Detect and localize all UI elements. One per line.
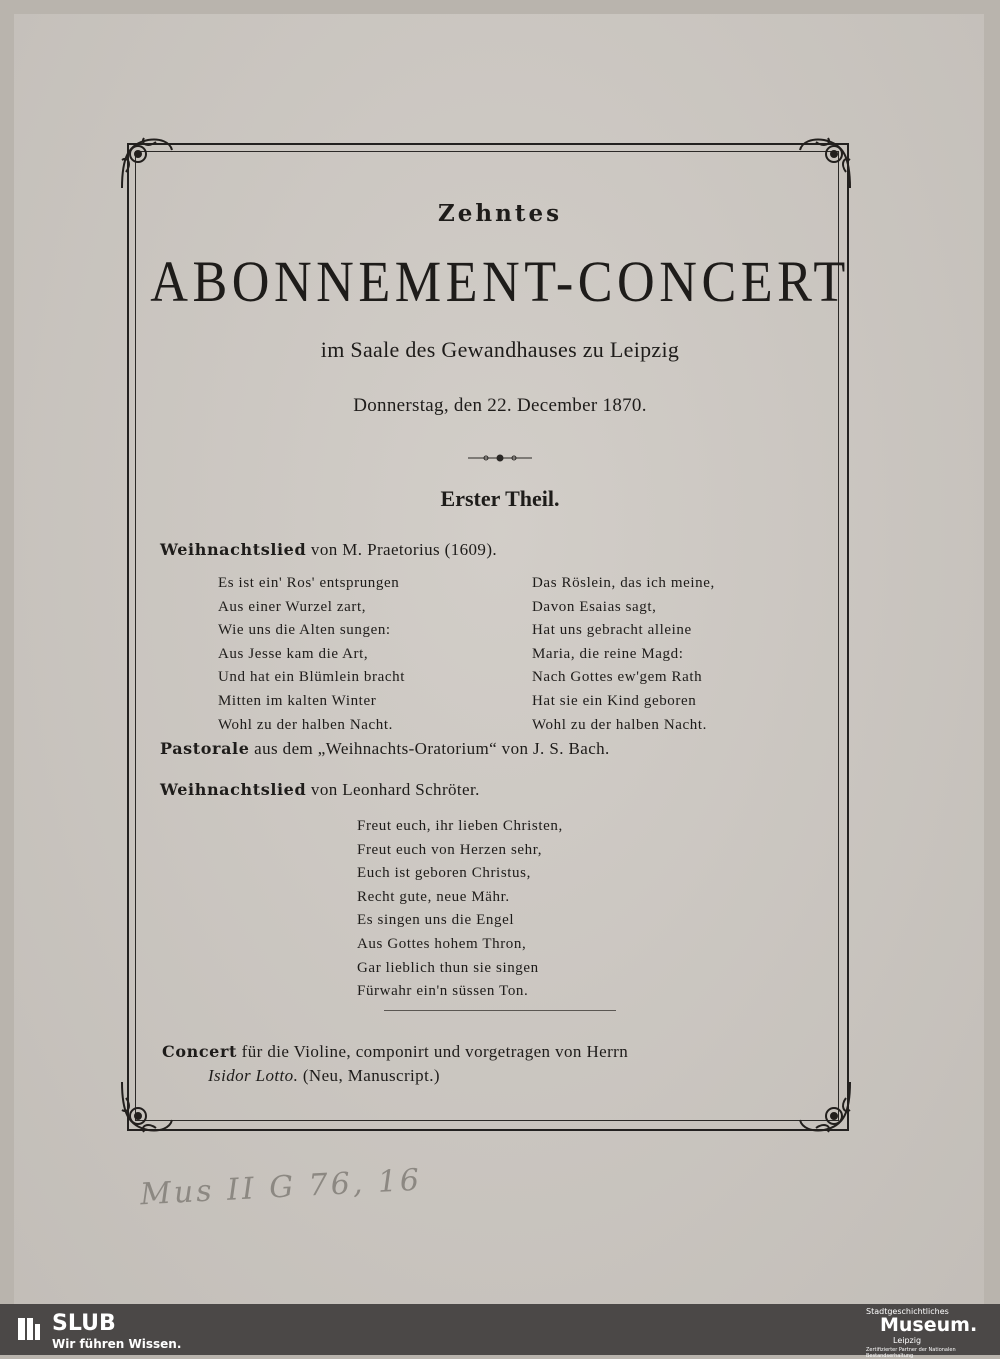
library-name: SLUB [52,1311,116,1336]
item-note: (Neu, Manuscript.) [302,1066,440,1085]
verse-line: Recht gute, neue Mähr. [357,888,510,905]
program-item [160,739,610,759]
library-claim: Wir führen Wissen. [52,1337,182,1351]
section-divider [384,1010,616,1011]
verse-line: Und hat ein Blümlein bracht [218,669,405,686]
item-detail: von M. Praetorius (1609). [310,540,498,559]
verse-line: Das Röslein, das ich meine, [532,575,715,591]
item-detail: aus dem „Weihnachts-Oratorium“ von J. S. Bach. [254,739,610,758]
divider-ornament-icon [466,453,534,463]
verse-line: Es singen uns die Engel [357,912,515,929]
verse-line: Maria, die reine Magd: [532,645,684,662]
verse-line: Hat sie ein Kind geboren [532,692,697,709]
verse-line: Nach Gottes ew'gem Rath [532,669,703,686]
corner-ornament-icon [118,134,176,192]
verse-line: Aus einer Wurzel zart, [218,598,367,615]
program-item [160,780,480,800]
verse-column-right [532,572,715,737]
verse-line: Freut euch von Herzen sehr, [357,841,543,858]
verse-line: Wohl zu der halben Nacht. [532,716,707,733]
verse-line: Es ist ein' Ros' entsprungen [218,575,400,591]
verse-line: Fürwahr ein'n süssen Ton. [357,983,529,1000]
verse-line: Wohl zu der halben Nacht. [218,716,393,733]
verse-line: Mitten im kalten Winter [218,692,377,709]
item-title: Pastorale [160,739,250,758]
verse-line: Aus Jesse kam die Art, [218,645,369,662]
program-item [162,1042,628,1062]
program-item-continuation [208,1066,440,1086]
footer-bar [0,1304,1000,1359]
verse-line: Gar lieblich thun sie singen [357,959,539,976]
verse-line: Euch ist geboren Christus, [357,865,531,882]
soloist-name: Isidor Lotto. [208,1066,299,1085]
corner-ornament-icon [118,1078,176,1136]
program-item [160,540,497,560]
museum-name: Museum. [880,1314,978,1336]
corner-ornament-icon [796,1078,854,1136]
verse-column-left [218,572,405,737]
museum-city: Leipzig [893,1336,922,1345]
venue-line: im Saale des Gewandhauses zu Leipzig [320,337,680,362]
concert-ordinal: Zehntes [437,200,563,227]
museum-certificate: Zertifizierter Partner der Nationalen Bestandserhaltung [866,1347,956,1359]
page-title: ABONNEMENT-CONCERT [150,249,850,314]
verse-line: Aus Gottes hohem Thron, [357,935,527,952]
verse-column [357,815,563,1004]
verse-line: Davon Esaias sagt, [532,598,657,615]
item-detail: von Leonhard Schröter. [310,780,480,799]
item-title: Concert [162,1042,237,1061]
verse-line: Wie uns die Alten sungen: [218,622,391,639]
museum-label: Stadtgeschichtliches [866,1307,949,1316]
corner-ornament-icon [796,134,854,192]
concert-date: Donnerstag, den 22. December 1870. [353,395,647,416]
part-heading: Erster Theil. [440,486,560,511]
shelfmark-annotation: Mus II G 76, 16 [139,1162,423,1213]
slub-logo-icon [16,1316,42,1342]
item-title: Weihnachtslied [160,540,307,559]
item-detail: für die Violine, componirt und vorgetragen von Herrn [241,1042,629,1061]
item-title: Weihnachtslied [160,780,307,799]
verse-line: Freut euch, ihr lieben Christen, [357,818,563,834]
verse-line: Hat uns gebracht alleine [532,622,692,639]
